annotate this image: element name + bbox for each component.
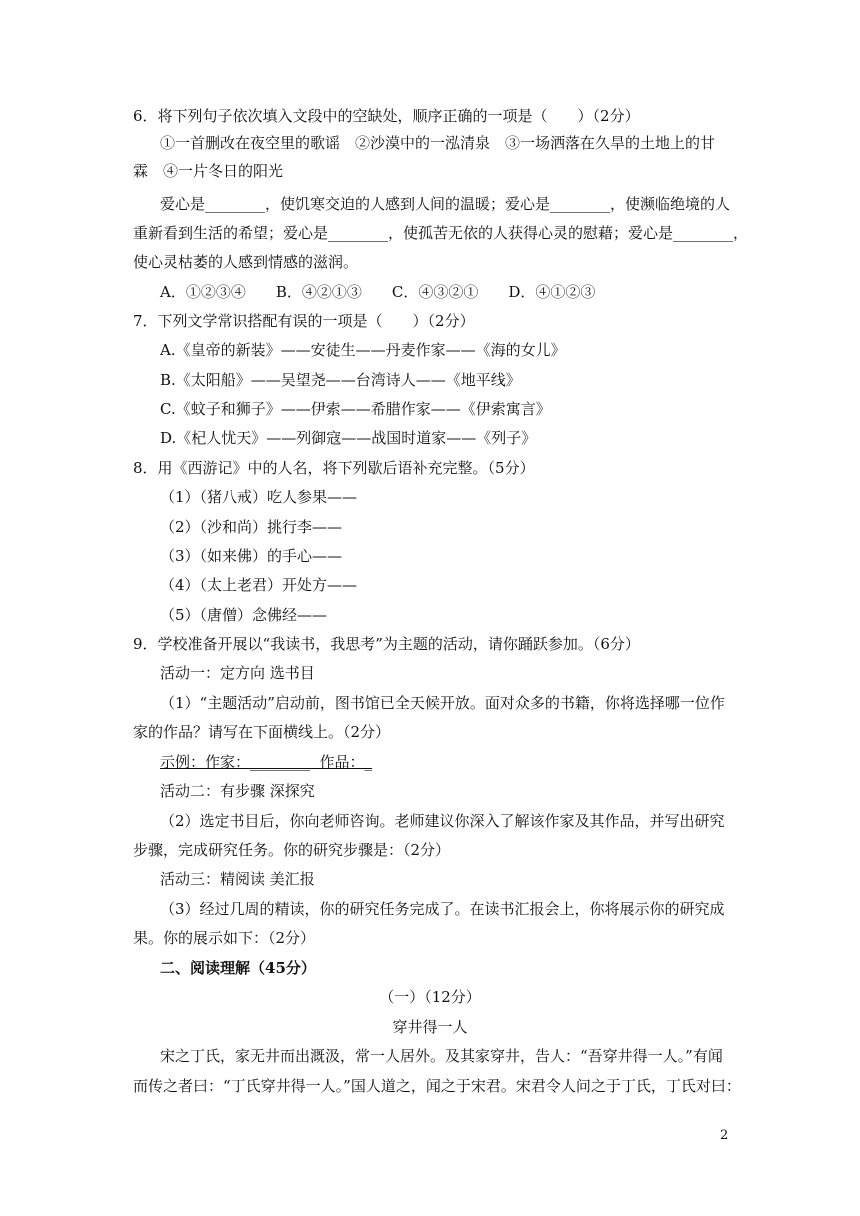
q9-title: 9．学校准备开展以“我读书，我思考”为主题的活动，请你踊跃参加。（6分） [133,635,640,653]
q9-activity-1: 活动一：定方向 选书目 [160,664,315,682]
q7-option-d: D.《杞人忧天》——列御寇——战国时道家——《列子》 [160,429,537,447]
passage-subheading: （一）（12分） [379,988,481,1006]
q6-passage-line1: 爱心是________，使饥寒交迫的人感到人间的温暖；爱心是________，使濒临绝境的人 [160,195,731,213]
q9-part3-line2: 果。你的展示如下：（2分） [133,929,316,947]
q6-options: A．①②③④ B．④②①③ C．④③②① D．④①②③ [160,283,596,301]
q9-activity-2: 活动二：有步骤 深探究 [160,782,315,800]
q8-title: 8．用《西游记》中的人名，将下列歇后语补充完整。（5分） [133,459,535,477]
q9-part2-line2: 步骤，完成研究任务。你的研究步骤是：（2分） [133,841,451,859]
q8-item-4: （4）（太上老君）开处方—— [160,576,358,594]
q8-item-1: （1）（猪八戒）吃人参果—— [160,488,358,506]
page-number: 2 [720,1128,729,1143]
q9-part1-line1: （1）“主题活动”启动前，图书馆已全天候开放。面对众多的书籍，你将选择哪一位作 [160,694,725,712]
q6-passage-line2: 重新看到生活的希望；爱心是________，使孤苦无依的人获得心灵的慰藉；爱心是________， [133,224,749,242]
q6-passage-line3: 使心灵枯萎的人感到情感的滋润。 [133,253,359,271]
q9-activity-3: 活动三：精阅读 美汇报 [160,870,315,888]
q8-item-5: （5）（唐僧）念佛经—— [160,606,328,624]
q6-title: 6．将下列句子依次填入文段中的空缺处，顺序正确的一项是（ ）（2分） [133,107,640,125]
q9-part3-line1: （3）经过几周的精读，你的研究任务完成了。在读书汇报会上，你将展示你的研究成 [160,900,725,918]
q7-title: 7．下列文学常识搭配有误的一项是（ ）（2分） [133,312,475,330]
q9-example: 示例：作家：________ 作品：_ [160,753,373,771]
q7-option-a: A.《皇帝的新装》——安徒生——丹麦作家——《海的女儿》 [160,341,566,359]
passage-line-1: 宋之丁氏，家无井而出溉汲，常一人居外。及其家穿井，告人：“吾穿井得一人。”有闻 [160,1047,723,1065]
passage-line-2: 而传之者曰：“丁氏穿井得一人。”国人道之，闻之于宋君。宋君令人问之于丁氏，丁氏对曰： [133,1077,741,1095]
section-heading: 二、阅读理解（45分） [160,959,316,977]
q8-item-3: （3）（如来佛）的手心—— [160,547,343,565]
q7-option-c: C.《蚊子和狮子》——伊索——希腊作家——《伊索寓言》 [160,400,551,418]
q9-part1-line2: 家的作品？请写在下面横线上。（2分） [133,723,391,741]
q6-items-line1: ①一首删改在夜空里的歌谣 ②沙漠中的一泓清泉 ③一场洒落在久旱的土地上的甘 [160,134,716,152]
q9-part2-line1: （2）选定书目后，你向老师咨询。老师建议你深入了解该作家及其作品，并写出研究 [160,812,725,830]
q7-option-b: B.《太阳船》——吴望尧——台湾诗人——《地平线》 [160,371,521,389]
q8-item-2: （2）（沙和尚）挑行李—— [160,518,343,536]
q6-items-line2: 霖 ④一片冬日的阳光 [133,162,284,180]
passage-title: 穿井得一人 [392,1018,468,1036]
